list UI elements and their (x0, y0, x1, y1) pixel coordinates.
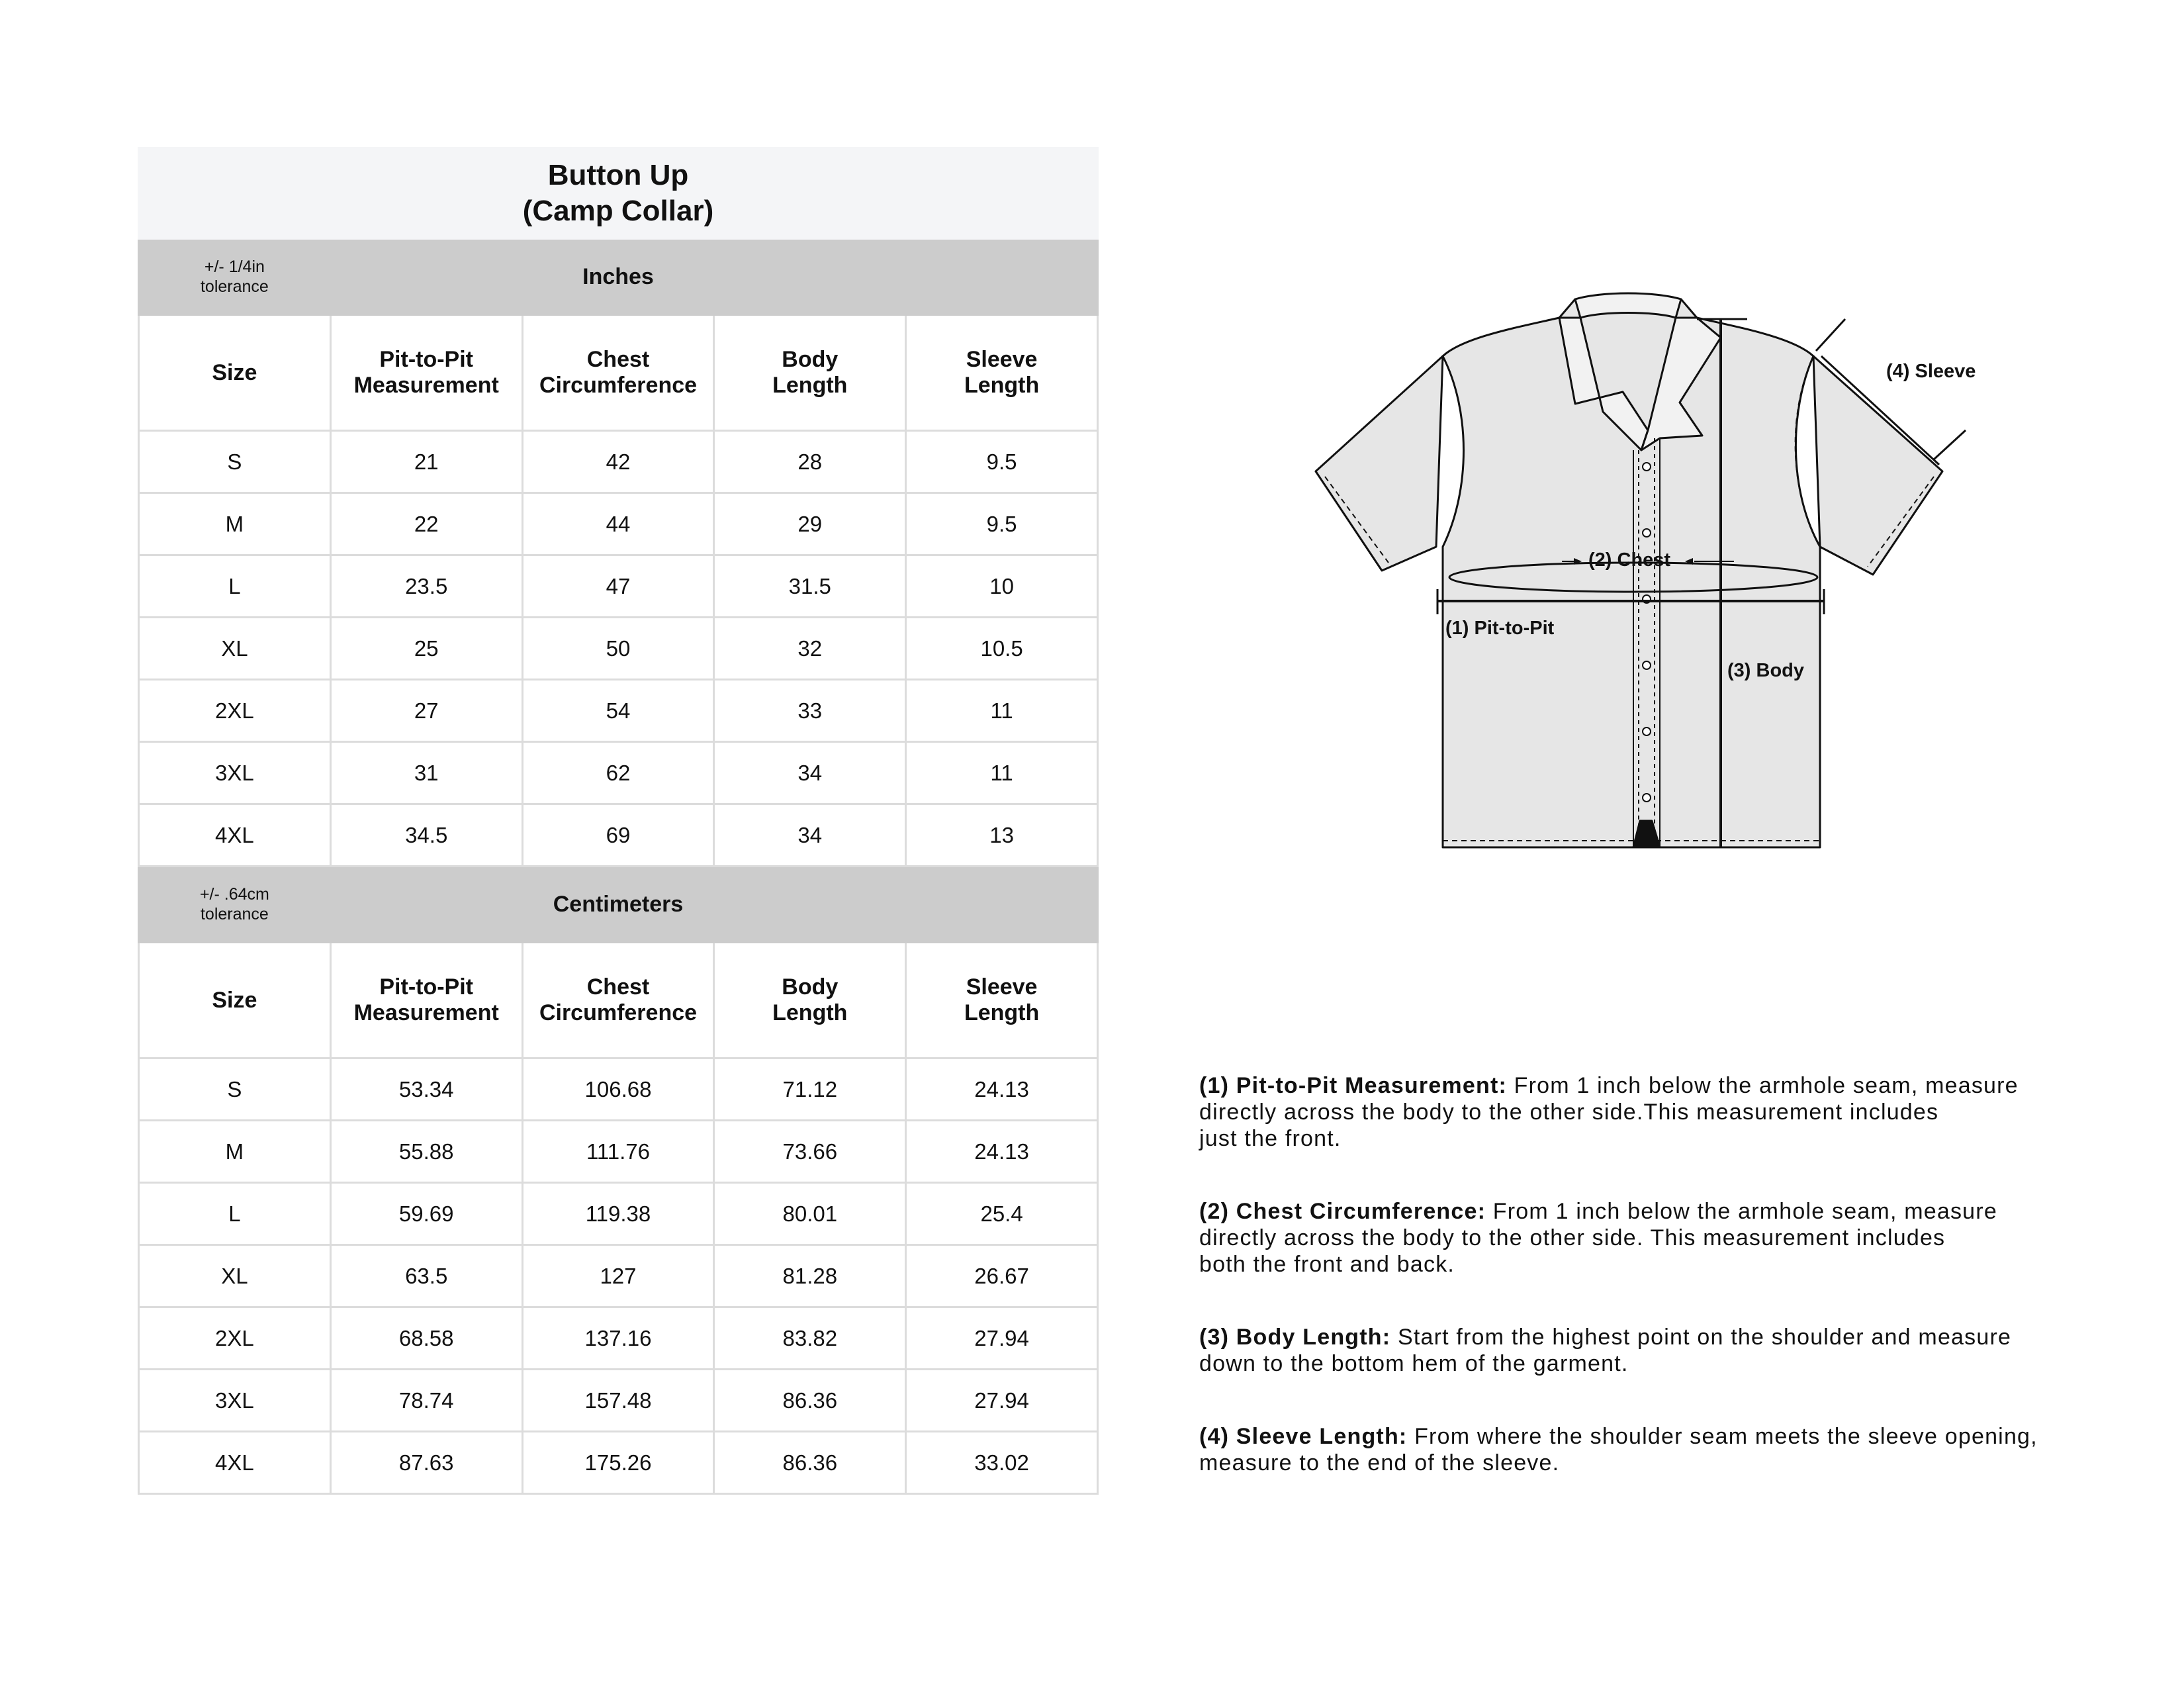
size-table (138, 147, 1099, 1495)
size-cell: S (139, 431, 331, 493)
table-row (139, 1121, 1098, 1183)
column-header-line: Measurement (353, 373, 499, 398)
size-cell: S (139, 1058, 331, 1121)
description-term: (4) Sleeve Length: (1199, 1424, 1408, 1449)
value-cell: 175.26 (522, 1432, 714, 1494)
size-cell: 2XL (139, 680, 331, 742)
size-cell: M (139, 1121, 331, 1183)
value-cell: 86.36 (714, 1370, 906, 1432)
column-header-line: Pit-to-Pit (379, 347, 474, 372)
inches-header-row (139, 315, 1098, 431)
value-cell: 10.5 (906, 618, 1098, 680)
table-row (139, 1307, 1098, 1370)
value-cell: 137.16 (522, 1307, 714, 1370)
value-cell: 31.5 (714, 555, 906, 618)
column-header-line: Sleeve (966, 974, 1038, 1000)
description-lines (1199, 1423, 2113, 1476)
shirt-measurement-diagram (1297, 265, 1999, 874)
tolerance-line-2: tolerance (200, 277, 269, 296)
tolerance-line-2: tolerance (200, 905, 269, 923)
table-row (139, 804, 1098, 867)
description-line (1199, 1125, 2113, 1152)
size-cell: 3XL (139, 1370, 331, 1432)
column-header (139, 315, 331, 431)
description-line (1199, 1225, 2113, 1251)
value-cell: 86.36 (714, 1432, 906, 1494)
table-row (139, 1183, 1098, 1245)
column-header (330, 315, 522, 431)
value-cell: 83.82 (714, 1307, 906, 1370)
column-header-line: Chest (586, 347, 650, 372)
description-term: (3) Body Length: (1199, 1325, 1391, 1350)
title-line-2: (Camp Collar) (522, 195, 714, 227)
value-cell: 157.48 (522, 1370, 714, 1432)
table-row (139, 555, 1098, 618)
column-header-line: Length (772, 1000, 848, 1025)
value-cell: 11 (906, 742, 1098, 804)
value-cell: 111.76 (522, 1121, 714, 1183)
value-cell: 50 (522, 618, 714, 680)
column-header-line: Size (212, 359, 257, 385)
description-lines (1199, 1198, 2113, 1278)
value-cell: 71.12 (714, 1058, 906, 1121)
value-cell: 44 (522, 493, 714, 555)
description-item (1199, 1198, 2113, 1278)
column-header (714, 315, 906, 431)
table-row (139, 1432, 1098, 1494)
value-cell: 10 (906, 555, 1098, 618)
right-sleeve (1813, 356, 1942, 575)
size-cell: 4XL (139, 1432, 331, 1494)
value-cell: 27 (330, 680, 522, 742)
description-item (1199, 1072, 2113, 1152)
value-cell: 24.13 (906, 1058, 1098, 1121)
value-cell: 25 (330, 618, 522, 680)
body-label: (3) Body (1727, 660, 1804, 681)
size-chart (138, 147, 1099, 1495)
column-header-line: Pit-to-Pit (379, 974, 474, 1000)
description-lines (1199, 1072, 2113, 1152)
table-row (139, 1058, 1098, 1121)
size-cell: M (139, 493, 331, 555)
column-header-line: Body (782, 347, 839, 372)
centimeters-unit-row (139, 867, 1098, 943)
value-cell: 81.28 (714, 1245, 906, 1307)
table-row (139, 493, 1098, 555)
value-cell: 25.4 (906, 1183, 1098, 1245)
size-cell: L (139, 1183, 331, 1245)
column-header (330, 943, 522, 1058)
column-header (522, 943, 714, 1058)
column-header (906, 315, 1098, 431)
value-cell: 9.5 (906, 431, 1098, 493)
size-cell: L (139, 555, 331, 618)
chest-label: (2) Chest (1588, 549, 1671, 571)
column-header-line: Chest (586, 974, 650, 1000)
value-cell: 106.68 (522, 1058, 714, 1121)
column-header (139, 943, 331, 1058)
description-item (1199, 1324, 2113, 1377)
value-cell: 80.01 (714, 1183, 906, 1245)
unit-label: Centimeters (553, 891, 684, 917)
table-row (139, 431, 1098, 493)
description-item (1199, 1423, 2113, 1476)
tolerance-line-1: +/- .64cm (199, 885, 269, 904)
unit-row-spacer (906, 239, 1098, 315)
column-header-line: Circumference (539, 1000, 698, 1025)
value-cell: 55.88 (330, 1121, 522, 1183)
size-cell: 2XL (139, 1307, 331, 1370)
sleeve-label: (4) Sleeve (1886, 361, 1976, 382)
column-header-line: Body (782, 974, 839, 1000)
value-cell: 23.5 (330, 555, 522, 618)
description-term: (2) Chest Circumference: (1199, 1199, 1486, 1224)
value-cell: 9.5 (906, 493, 1098, 555)
description-line (1199, 1450, 2113, 1476)
value-cell: 87.63 (330, 1432, 522, 1494)
size-cell: XL (139, 1245, 331, 1307)
shirt-diagram-svg (1297, 265, 1999, 874)
description-text: just the front. (1199, 1126, 1342, 1151)
table-title (139, 148, 1098, 239)
table-row (139, 1370, 1098, 1432)
value-cell: 127 (522, 1245, 714, 1307)
value-cell: 27.94 (906, 1307, 1098, 1370)
value-cell: 32 (714, 618, 906, 680)
value-cell: 53.34 (330, 1058, 522, 1121)
value-cell: 78.74 (330, 1370, 522, 1432)
value-cell: 59.69 (330, 1183, 522, 1245)
description-text: directly across the body to the other side. This measurement includes (1199, 1225, 1946, 1250)
value-cell: 11 (906, 680, 1098, 742)
description-line (1199, 1198, 2113, 1225)
value-cell: 29 (714, 493, 906, 555)
unit-label: Inches (582, 263, 654, 289)
description-text: From where the shoulder seam meets the sleeve opening, (1414, 1424, 2038, 1449)
column-header-line: Circumference (539, 373, 698, 398)
unit-label-cell (330, 239, 905, 315)
value-cell: 31 (330, 742, 522, 804)
description-text: Start from the highest point on the shoulder and measure (1397, 1325, 2012, 1350)
value-cell: 33.02 (906, 1432, 1098, 1494)
value-cell: 21 (330, 431, 522, 493)
column-header-line: Size (212, 987, 257, 1013)
value-cell: 63.5 (330, 1245, 522, 1307)
tolerance-cell (139, 239, 331, 315)
value-cell: 34 (714, 804, 906, 867)
description-text: measure to the end of the sleeve. (1199, 1450, 1560, 1476)
value-cell: 73.66 (714, 1121, 906, 1183)
column-header-line: Measurement (353, 1000, 499, 1025)
value-cell: 27.94 (906, 1370, 1098, 1432)
size-cell: XL (139, 618, 331, 680)
tolerance-line-1: +/- 1/4in (204, 258, 265, 276)
description-line (1199, 1251, 2113, 1278)
table-row (139, 618, 1098, 680)
description-line (1199, 1350, 2113, 1377)
description-term: (1) Pit-to-Pit Measurement: (1199, 1073, 1507, 1098)
description-text: down to the bottom hem of the garment. (1199, 1351, 1629, 1376)
column-header (906, 943, 1098, 1058)
value-cell: 119.38 (522, 1183, 714, 1245)
value-cell: 68.58 (330, 1307, 522, 1370)
value-cell: 24.13 (906, 1121, 1098, 1183)
value-cell: 34.5 (330, 804, 522, 867)
left-sleeve (1316, 356, 1443, 571)
value-cell: 34 (714, 742, 906, 804)
value-cell: 42 (522, 431, 714, 493)
description-text: directly across the body to the other side.This measurement includes (1199, 1100, 1939, 1125)
table-row (139, 742, 1098, 804)
size-cell: 3XL (139, 742, 331, 804)
description-lines (1199, 1324, 2113, 1377)
table-row (139, 680, 1098, 742)
value-cell: 69 (522, 804, 714, 867)
description-line (1199, 1099, 2113, 1125)
value-cell: 22 (330, 493, 522, 555)
centimeters-header-row (139, 943, 1098, 1058)
column-header-line: Sleeve (966, 347, 1038, 372)
value-cell: 47 (522, 555, 714, 618)
table-row (139, 1245, 1098, 1307)
value-cell: 62 (522, 742, 714, 804)
column-header-line: Length (772, 373, 848, 398)
description-line (1199, 1072, 2113, 1099)
description-text: From 1 inch below the armhole seam, measure (1492, 1199, 1997, 1224)
column-header-line: Length (964, 373, 1040, 398)
tolerance-cell (139, 867, 331, 943)
column-header-line: Length (964, 1000, 1040, 1025)
description-line (1199, 1423, 2113, 1450)
value-cell: 33 (714, 680, 906, 742)
column-header (522, 315, 714, 431)
unit-label-cell (330, 867, 905, 943)
title-line-1: Button Up (547, 159, 689, 191)
inches-unit-row (139, 239, 1098, 315)
shirt-body (1443, 299, 1820, 847)
value-cell: 54 (522, 680, 714, 742)
unit-row-spacer (906, 867, 1098, 943)
value-cell: 28 (714, 431, 906, 493)
size-cell: 4XL (139, 804, 331, 867)
table-title-row (139, 148, 1098, 239)
pit-to-pit-label: (1) Pit-to-Pit (1445, 618, 1555, 639)
description-text: both the front and back. (1199, 1252, 1455, 1277)
value-cell: 26.67 (906, 1245, 1098, 1307)
description-text: From 1 inch below the armhole seam, measure (1514, 1073, 2019, 1098)
measurement-descriptions (1199, 1072, 2113, 1523)
description-line (1199, 1324, 2113, 1350)
value-cell: 13 (906, 804, 1098, 867)
column-header (714, 943, 906, 1058)
